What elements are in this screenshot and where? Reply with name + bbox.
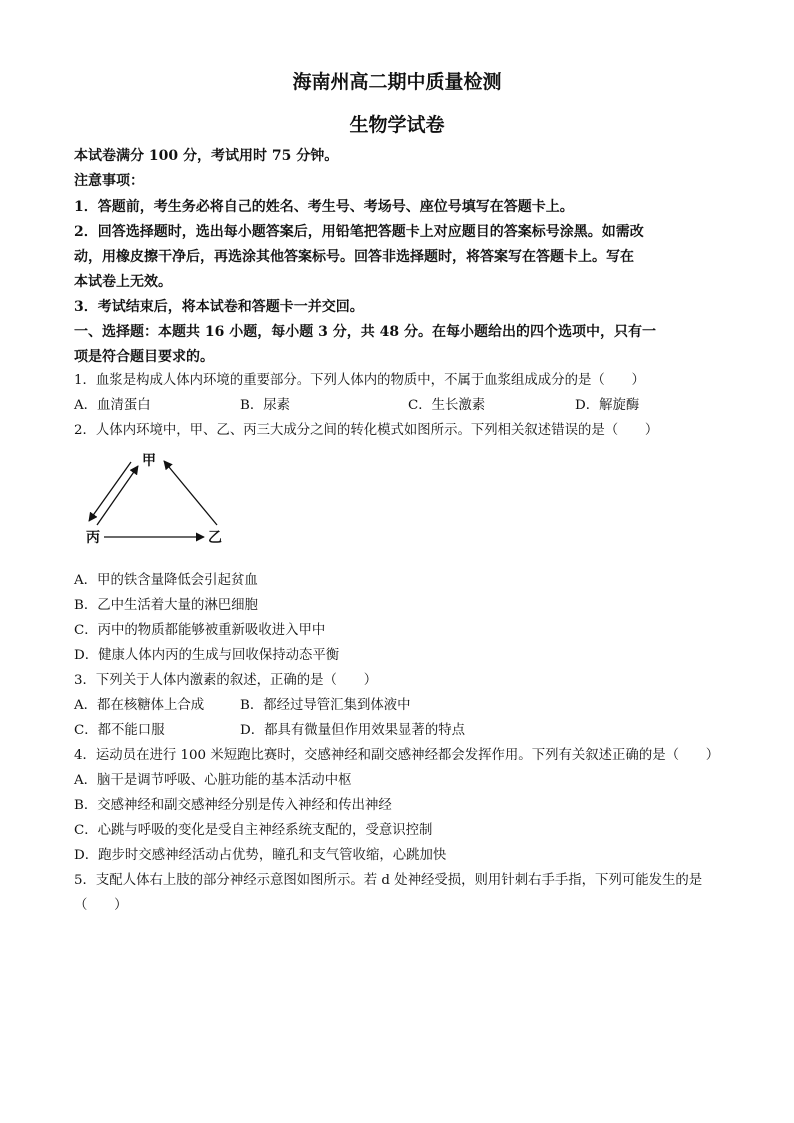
node-yi: 乙 [208,530,222,546]
arrow-yi-to-jia [164,461,217,525]
q1-option-b: B．尿素 [240,398,291,413]
q4-option-a: A．脑干是调节呼吸、心脏功能的基本活动中枢 [74,773,352,788]
q4-stem: 4．运动员在进行 100 米短跑比赛时，交感神经和副交感神经都会发挥作用。下列有关叙述正确的是（ ） [74,748,720,763]
arrow-jia-to-bing [89,462,131,521]
q4-option-d: D．跑步时交感神经活动占优势，瞳孔和支气管收缩，心跳加快 [74,848,447,863]
q1-option-d: D．解旋酶 [575,398,640,413]
q2-diagram [80,447,230,553]
notes-heading: 注意事项： [74,173,144,189]
q3-stem: 3．下列关于人体内激素的叙述，正确的是（ ） [74,673,378,688]
note-item-2-line-3: 本试卷上无效。 [74,274,172,290]
q2-option-b: B．乙中生活着大量的淋巴细胞 [74,598,258,613]
node-jia: 甲 [142,453,156,469]
q3-option-a: A．都在核糖体上合成 [74,698,205,713]
exam-title: 海南州高二期中质量检测 [292,71,502,93]
note-item-2-line-2: 动，用橡皮擦干净后，再选涂其他答案标号。回答非选择题时，将答案写在答题卡上。写在 [74,249,634,265]
note-item-2-line-1: 2．回答选择题时，选出每小题答案后，用铅笔把答题卡上对应题目的答案标号涂黑。如需改 [74,224,644,240]
intro-line: 本试卷满分 100 分，考试用时 75 分钟。 [74,148,339,164]
note-item-1: 1．答题前，考生务必将自己的姓名、考生号、考场号、座位号填写在答题卡上。 [74,199,574,215]
section-heading-line-1: 一、选择题：本题共 16 小题，每小题 3 分，共 48 分。在每小题给出的四个选项中，只有一 [74,324,656,340]
section-heading-line-2: 项是符合题目要求的。 [74,349,214,365]
q2-stem: 2．人体内环境中，甲、乙、丙三大成分之间的转化模式如图所示。下列相关叙述错误的是（ ） [74,423,659,438]
q2-option-d: D．健康人体内丙的生成与回收保持动态平衡 [74,648,340,663]
node-bing: 丙 [86,530,100,546]
q1-option-c: C．生长激素 [408,398,486,413]
q3-option-b: B．都经过导管汇集到体液中 [240,698,411,713]
arrow-bing-to-jia [97,466,138,525]
q1-stem: 1．血浆是构成人体内环境的重要部分。下列人体内的物质中，不属于血浆组成成分的是（ ） [74,373,645,388]
q2-option-a: A．甲的铁含量降低会引起贫血 [74,573,258,588]
note-item-3: 3．考试结束后，将本试卷和答题卡一并交回。 [74,299,364,315]
q5-stem: 5．支配人体右上肢的部分神经示意图如图所示。若 d 处神经受损，则用针刺右手手指，下列可能发生的是 [74,873,703,888]
q3-option-d: D．都具有微量但作用效果显著的特点 [240,723,465,738]
q5-answer-paren: （ ） [74,898,128,913]
q3-option-c: C．都不能口服 [74,723,165,738]
exam-subtitle: 生物学试卷 [349,114,445,136]
q1-option-a: A．血清蛋白 [74,398,151,413]
q4-option-b: B．交感神经和副交感神经分别是传入神经和传出神经 [74,798,392,813]
q2-option-c: C．丙中的物质都能够被重新吸收进入甲中 [74,623,326,638]
q4-option-c: C．心跳与呼吸的变化是受自主神经系统支配的，受意识控制 [74,823,433,838]
